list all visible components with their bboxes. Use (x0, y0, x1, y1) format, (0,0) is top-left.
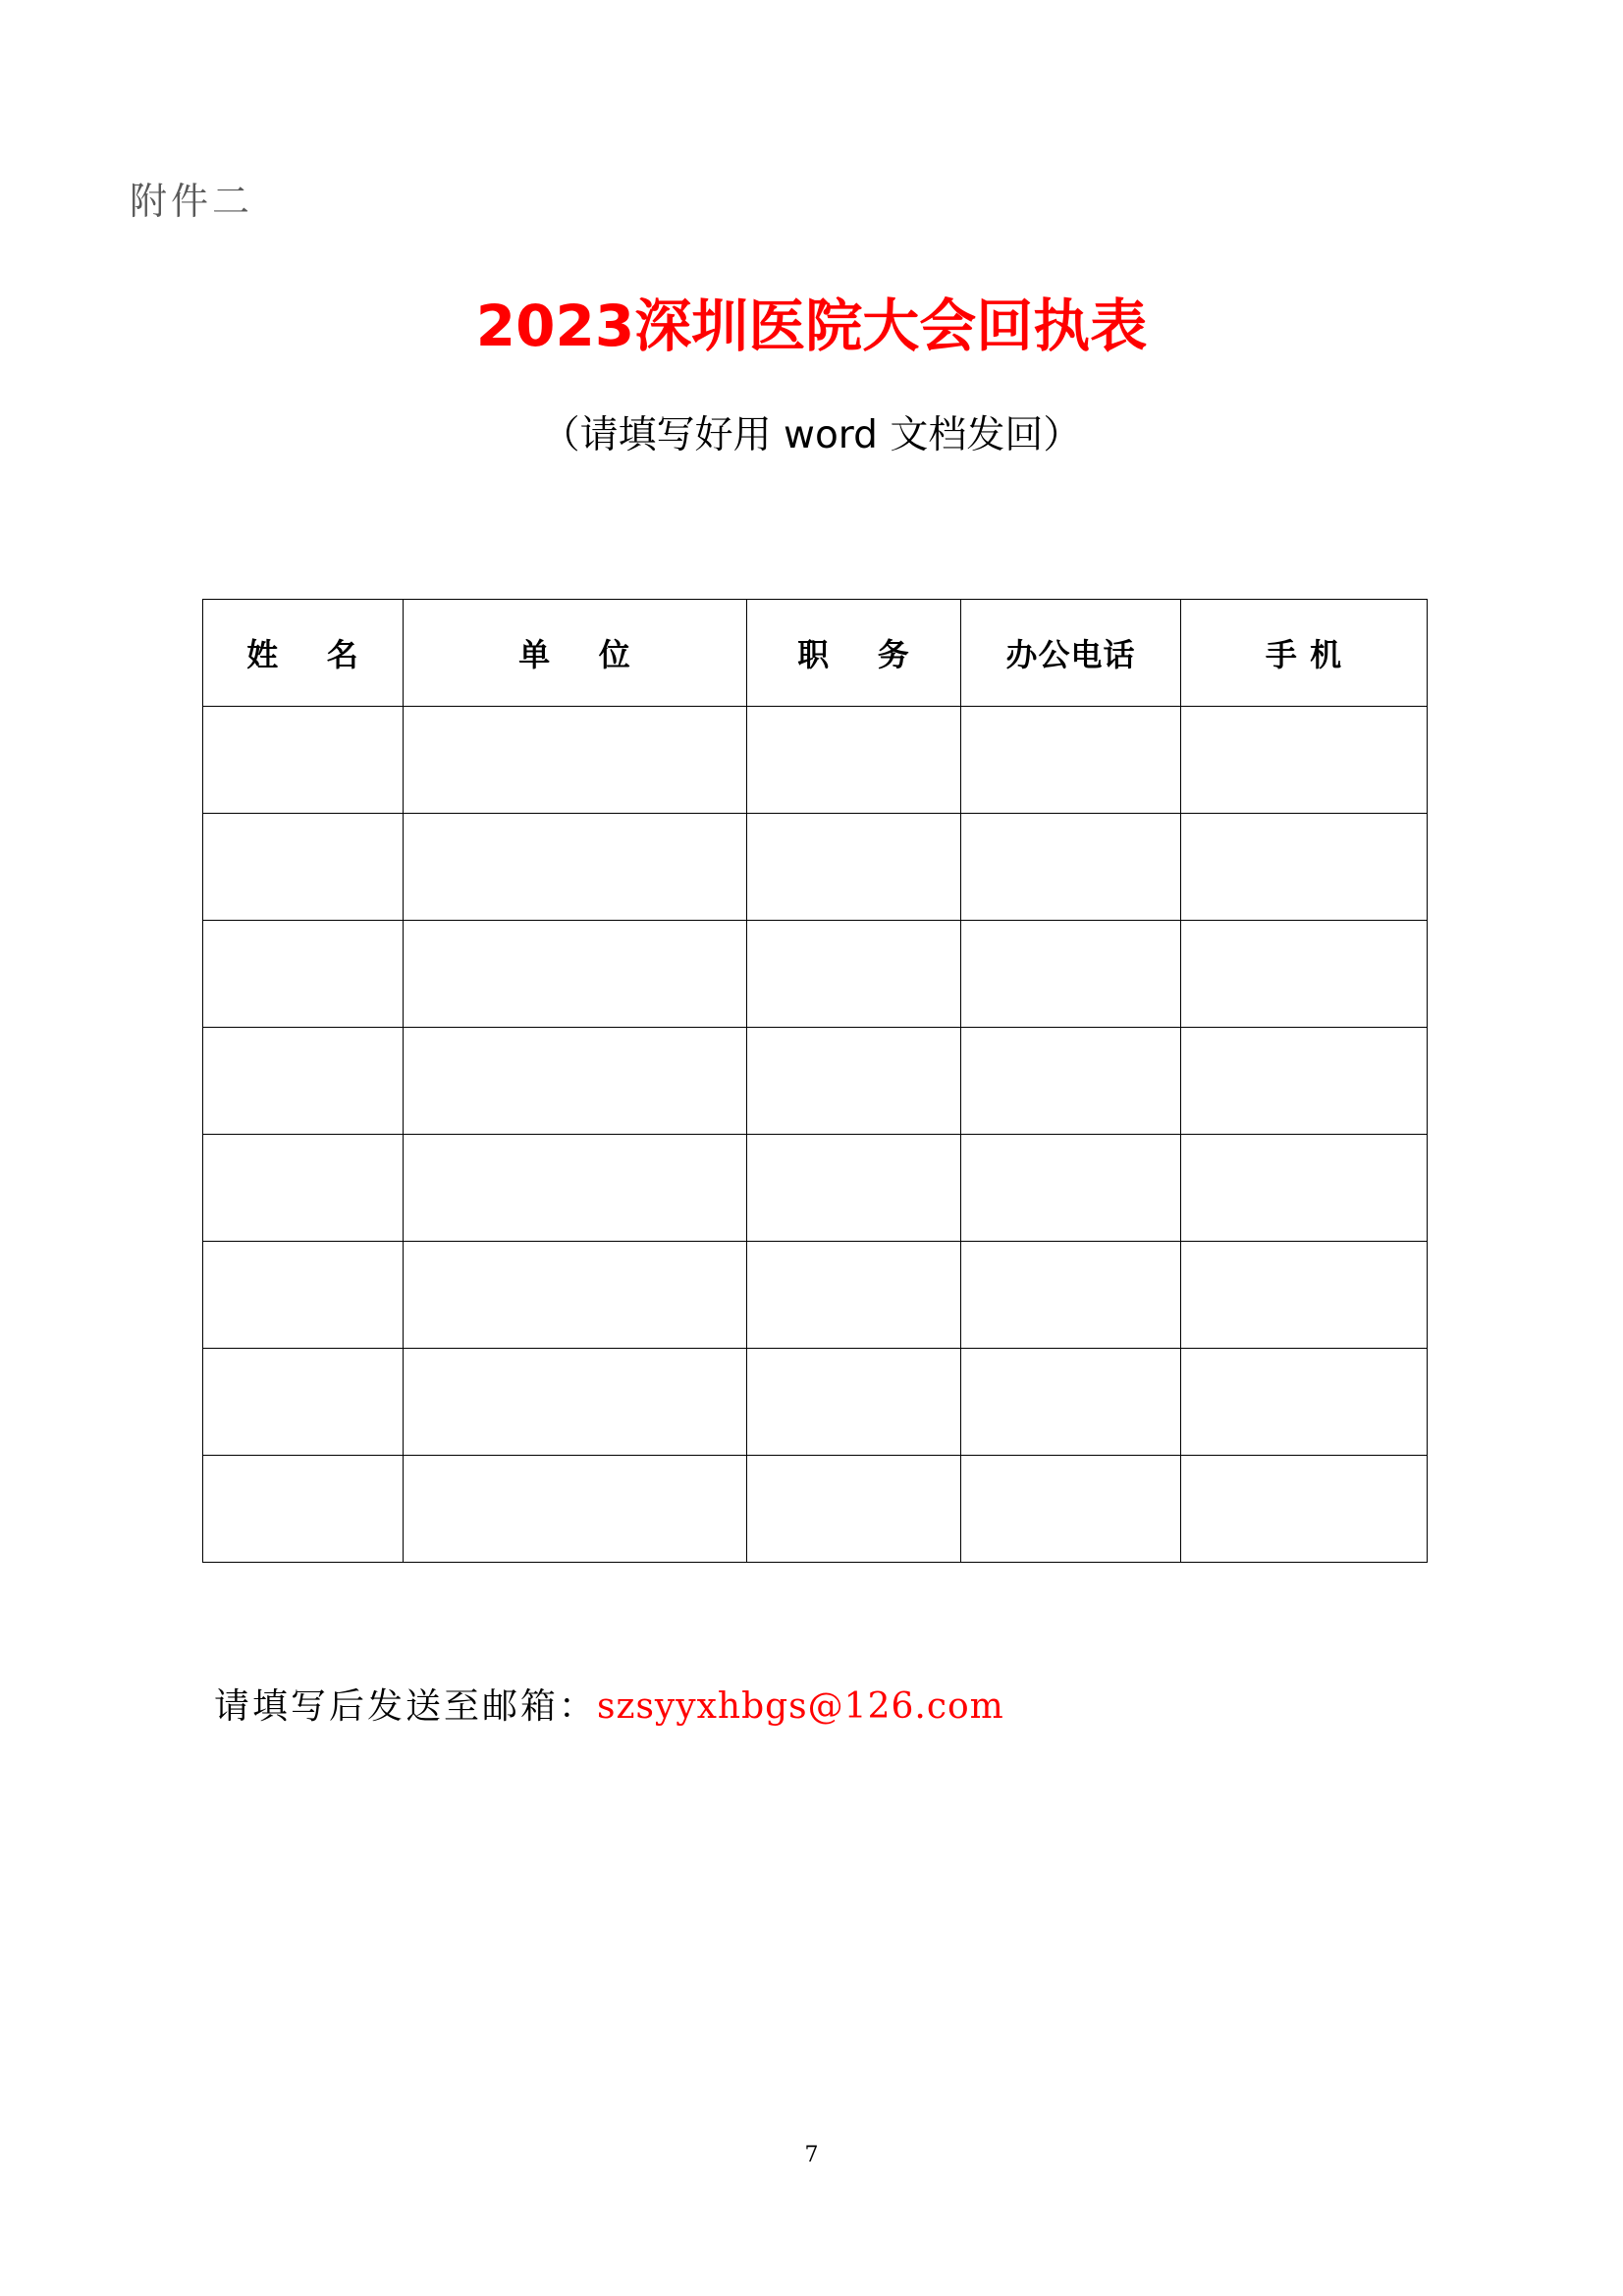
cell-position[interactable] (747, 1349, 961, 1456)
cell-position[interactable] (747, 1456, 961, 1563)
cell-office-phone[interactable] (961, 707, 1181, 814)
cell-position[interactable] (747, 707, 961, 814)
cell-mobile[interactable] (1181, 814, 1428, 921)
page-number: 7 (804, 2143, 819, 2167)
cell-mobile[interactable] (1181, 1028, 1428, 1135)
table-row (203, 1349, 1428, 1456)
cell-name[interactable] (203, 707, 404, 814)
cell-name[interactable] (203, 1242, 404, 1349)
cell-unit[interactable] (404, 1242, 747, 1349)
cell-office-phone[interactable] (961, 1028, 1181, 1135)
cell-name[interactable] (203, 1135, 404, 1242)
cell-office-phone[interactable] (961, 1456, 1181, 1563)
cell-unit[interactable] (404, 707, 747, 814)
table-header-row (203, 600, 1428, 707)
cell-position[interactable] (747, 1242, 961, 1349)
cell-name[interactable] (203, 1456, 404, 1563)
email-instruction (214, 1679, 1004, 1729)
cell-mobile[interactable] (1181, 1242, 1428, 1349)
email-address[interactable]: szsyyxhbgs@126.com (597, 1686, 1004, 1727)
cell-mobile[interactable] (1181, 707, 1428, 814)
header-position: 职 务 (747, 600, 961, 707)
table-body (203, 707, 1428, 1563)
cell-name[interactable] (203, 1028, 404, 1135)
table-row (203, 814, 1428, 921)
cell-position[interactable] (747, 921, 961, 1028)
cell-unit[interactable] (404, 1456, 747, 1563)
table-row (203, 1242, 1428, 1349)
cell-unit[interactable] (404, 921, 747, 1028)
cell-unit[interactable] (404, 1349, 747, 1456)
table-row (203, 1456, 1428, 1563)
cell-unit[interactable] (404, 1028, 747, 1135)
cell-office-phone[interactable] (961, 1242, 1181, 1349)
cell-mobile[interactable] (1181, 1456, 1428, 1563)
header-mobile: 手 机 (1181, 600, 1428, 707)
table-row (203, 707, 1428, 814)
cell-mobile[interactable] (1181, 1135, 1428, 1242)
cell-position[interactable] (747, 1028, 961, 1135)
cell-unit[interactable] (404, 814, 747, 921)
cell-mobile[interactable] (1181, 921, 1428, 1028)
cell-unit[interactable] (404, 1135, 747, 1242)
table-row (203, 1135, 1428, 1242)
header-office-phone: 办公电话 (961, 600, 1181, 707)
table-row (203, 921, 1428, 1028)
header-unit: 单 位 (404, 600, 747, 707)
cell-position[interactable] (747, 814, 961, 921)
page-title: 2023深圳医院大会回执表 (475, 293, 1148, 359)
cell-name[interactable] (203, 814, 404, 921)
cell-name[interactable] (203, 1349, 404, 1456)
cell-name[interactable] (203, 921, 404, 1028)
cell-office-phone[interactable] (961, 1349, 1181, 1456)
page-subtitle: （请填写好用 word 文档发回） (541, 413, 1082, 457)
cell-office-phone[interactable] (961, 1135, 1181, 1242)
cell-position[interactable] (747, 1135, 961, 1242)
table-row (203, 1028, 1428, 1135)
cell-mobile[interactable] (1181, 1349, 1428, 1456)
cell-office-phone[interactable] (961, 814, 1181, 921)
email-prompt: 请填写后发送至邮箱： (214, 1686, 598, 1727)
header-name: 姓 名 (203, 600, 404, 707)
cell-office-phone[interactable] (961, 921, 1181, 1028)
attachment-label: 附件二 (130, 180, 254, 223)
registration-table (202, 599, 1428, 1563)
